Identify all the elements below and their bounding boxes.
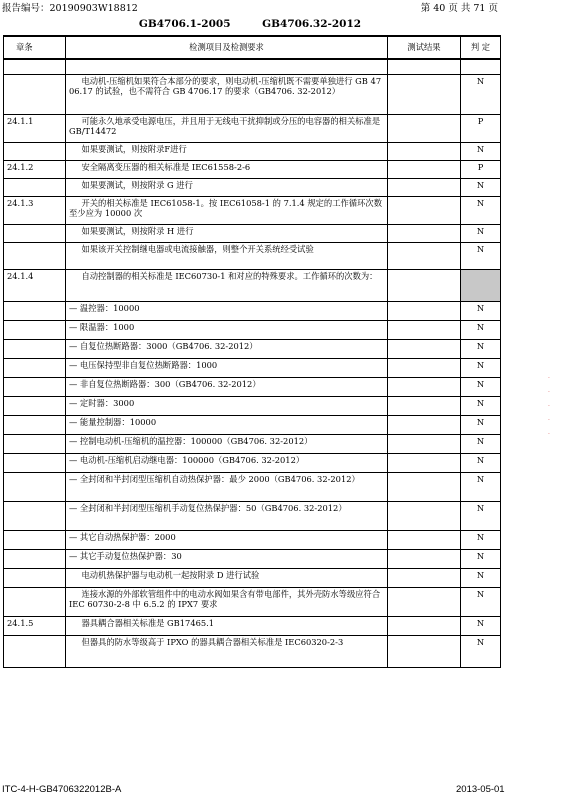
standard-2: GB4706.32-2012: [262, 18, 362, 30]
item-text-cell: — 自复位热断路器：3000（GB4706. 32-2012）: [66, 340, 388, 359]
table-row: [4, 473, 501, 502]
clause-cell: 24.1.4: [4, 270, 66, 302]
verdict-cell: P: [461, 161, 501, 179]
col-verdict-header: 判 定: [461, 36, 501, 59]
verdict-cell: N: [461, 197, 501, 225]
item-text-cell: — 非自复位热断路器：300（GB4706. 32-2012）: [66, 378, 388, 397]
item-text-cell: 如果要测试，则按附录 H 进行: [66, 225, 388, 243]
verdict-cell: N: [461, 179, 501, 197]
verdict-cell: N: [461, 502, 501, 531]
result-cell: [388, 531, 461, 550]
clause-cell: [4, 397, 66, 416]
result-cell: [388, 454, 461, 473]
table-row: [4, 359, 501, 378]
verdict-cell: N: [461, 550, 501, 569]
table-row: [4, 502, 501, 531]
table-row: [4, 569, 501, 588]
result-cell: [388, 179, 461, 197]
table-row: [4, 435, 501, 454]
page-indicator: 第 40 页 共 71 页: [420, 3, 498, 14]
table-row: [4, 302, 501, 321]
item-text-cell: 开关的相关标准是 IEC61058-1。按 IEC61058-1 的 7.1.4 规定的工作循环次数至少应为 10000 次: [66, 197, 388, 225]
result-cell: [388, 378, 461, 397]
table-row: [4, 636, 501, 668]
result-cell: [388, 302, 461, 321]
item-text-cell: 安全隔离变压器的相关标准是 IEC61558-2-6: [66, 161, 388, 179]
result-cell: [388, 588, 461, 617]
result-cell: [388, 416, 461, 435]
clause-cell: 24.1.3: [4, 197, 66, 225]
verdict-cell: N: [461, 569, 501, 588]
result-cell: [388, 270, 461, 302]
verdict-cell: N: [461, 473, 501, 502]
result-cell: [388, 502, 461, 531]
clause-cell: 24.1.5: [4, 617, 66, 636]
table-row: [4, 197, 501, 225]
verdict-cell: N: [461, 378, 501, 397]
result-cell: [388, 359, 461, 378]
clause-cell: [4, 454, 66, 473]
table-row: [4, 225, 501, 243]
result-cell: [388, 435, 461, 454]
clause-cell: [4, 473, 66, 502]
result-cell: [388, 397, 461, 416]
clause-cell: [4, 416, 66, 435]
item-text-cell: 可能永久地承受电源电压，并且用于无线电干扰抑制或分压的电容器的相关标准是 GB/T14472: [66, 115, 388, 143]
spacer-row: [4, 59, 501, 75]
verdict-cell: N: [461, 416, 501, 435]
clause-cell: [4, 225, 66, 243]
table-row: [4, 617, 501, 636]
item-text-cell: 如果该开关控制继电器或电流接触器，则整个开关系统经受试验: [66, 243, 388, 270]
clause-cell: [4, 179, 66, 197]
result-cell: [388, 243, 461, 270]
verdict-cell: N: [461, 588, 501, 617]
item-text-cell: 但器具的防水等级高于 IPXO 的器具耦合器相关标准是 IEC60320-2-3: [66, 636, 388, 668]
item-text-cell: 如果要测试，则按附录 G 进行: [66, 179, 388, 197]
footer-date: 2013-05-01: [456, 784, 505, 795]
result-cell: [388, 550, 461, 569]
item-text-cell: — 电压保持型非自复位热断路器：1000: [66, 359, 388, 378]
result-cell: [388, 115, 461, 143]
verdict-cell: N: [461, 531, 501, 550]
verdict-cell: N: [461, 321, 501, 340]
verdict-cell: N: [461, 359, 501, 378]
table-row: [4, 378, 501, 397]
result-cell: [388, 569, 461, 588]
clause-cell: 24.1.2: [4, 161, 66, 179]
verdict-cell: N: [461, 302, 501, 321]
item-text-cell: — 其它手动复位热保护器：30: [66, 550, 388, 569]
result-cell: [388, 75, 461, 115]
item-text-cell: 如果要测试，则按附录F进行: [66, 143, 388, 161]
verdict-cell: N: [461, 397, 501, 416]
table-row: [4, 397, 501, 416]
clause-cell: [4, 302, 66, 321]
clause-cell: [4, 502, 66, 531]
item-text-cell: — 全封闭和半封闭型压缩机自动热保护器：最少 2000（GB4706. 32-2012）: [66, 473, 388, 502]
result-cell: [388, 161, 461, 179]
result-cell: [388, 225, 461, 243]
clause-cell: [4, 636, 66, 668]
verdict-cell: N: [461, 617, 501, 636]
clause-cell: [4, 75, 66, 115]
clause-cell: [4, 550, 66, 569]
table-row: [4, 143, 501, 161]
table-row: [4, 550, 501, 569]
item-text-cell: 连接水源的外部软管组件中的电动水阀如果含有带电部件，其外壳防水等级应符合 IEC 60730-2-8 中 6.5.2 的 IPX7 要求: [66, 588, 388, 617]
table-row: [4, 270, 501, 302]
col-result-header: 测试结果: [388, 36, 461, 59]
item-text-cell: 电动机-压缩机如果符合本部分的要求，则电动机-压缩机既不需要单独进行 GB 4706.17 的试验，也不需符合 GB 4706.17 的要求（GB4706. 32-2012）: [66, 75, 388, 115]
item-text-cell: — 能量控制器：10000: [66, 416, 388, 435]
table-row: [4, 340, 501, 359]
result-cell: [388, 197, 461, 225]
verdict-cell: N: [461, 636, 501, 668]
verdict-cell: [461, 270, 501, 302]
result-cell: [388, 340, 461, 359]
item-text-cell: — 限温器：1000: [66, 321, 388, 340]
verdict-cell: N: [461, 435, 501, 454]
verdict-cell: N: [461, 225, 501, 243]
standard-1: GB4706.1-2005: [138, 18, 231, 30]
item-text-cell: 电动机热保护器与电动机一起按附录 D 进行试验: [66, 569, 388, 588]
table-row: [4, 454, 501, 473]
item-text-cell: — 定时器：3000: [66, 397, 388, 416]
result-cell: [388, 143, 461, 161]
verdict-cell: N: [461, 243, 501, 270]
item-text-cell: — 电动机-压缩机启动继电器：100000（GB4706. 32-2012）: [66, 454, 388, 473]
clause-cell: [4, 359, 66, 378]
table-row: [4, 243, 501, 270]
test-table: [3, 35, 501, 668]
side-margin-marks: · · · · ·: [548, 375, 550, 438]
item-text-cell: 自动控制器的相关标准是 IEC60730-1 和对应的特殊要求。工作循环的次数为：: [66, 270, 388, 302]
table-row: [4, 416, 501, 435]
clause-cell: [4, 588, 66, 617]
table-header-row: [4, 36, 501, 59]
item-text-cell: — 全封闭和半封闭型压缩机手动复位热保护器：50（GB4706. 32-2012）: [66, 502, 388, 531]
result-cell: [388, 321, 461, 340]
result-cell: [388, 636, 461, 668]
item-text-cell: — 控制电动机-压缩机的温控器：100000（GB4706. 32-2012）: [66, 435, 388, 454]
footer-doc-code: ITC-4-H-GB4706322012B-A: [2, 784, 122, 795]
item-text-cell: 器具耦合器相关标准是 GB17465.1: [66, 617, 388, 636]
standard-title: [0, 18, 500, 30]
clause-cell: [4, 243, 66, 270]
result-cell: [388, 617, 461, 636]
clause-cell: [4, 143, 66, 161]
table-row: [4, 179, 501, 197]
item-text-cell: — 温控器：10000: [66, 302, 388, 321]
clause-cell: [4, 569, 66, 588]
verdict-cell: P: [461, 115, 501, 143]
table-row: [4, 588, 501, 617]
verdict-cell: N: [461, 454, 501, 473]
report-number: 报告编号：20190903W18812: [2, 3, 138, 14]
verdict-cell: N: [461, 75, 501, 115]
clause-cell: [4, 531, 66, 550]
clause-cell: [4, 321, 66, 340]
table-row: [4, 75, 501, 115]
col-clause-header: 章条: [4, 36, 66, 59]
table-row: [4, 161, 501, 179]
item-text-cell: — 其它自动热保护器：2000: [66, 531, 388, 550]
clause-cell: [4, 378, 66, 397]
clause-cell: [4, 435, 66, 454]
verdict-cell: N: [461, 143, 501, 161]
col-item-header: 检测项目及检测要求: [66, 36, 388, 59]
clause-cell: [4, 340, 66, 359]
table-row: [4, 115, 501, 143]
clause-cell: 24.1.1: [4, 115, 66, 143]
table-row: [4, 531, 501, 550]
table-row: [4, 321, 501, 340]
verdict-cell: N: [461, 340, 501, 359]
result-cell: [388, 473, 461, 502]
